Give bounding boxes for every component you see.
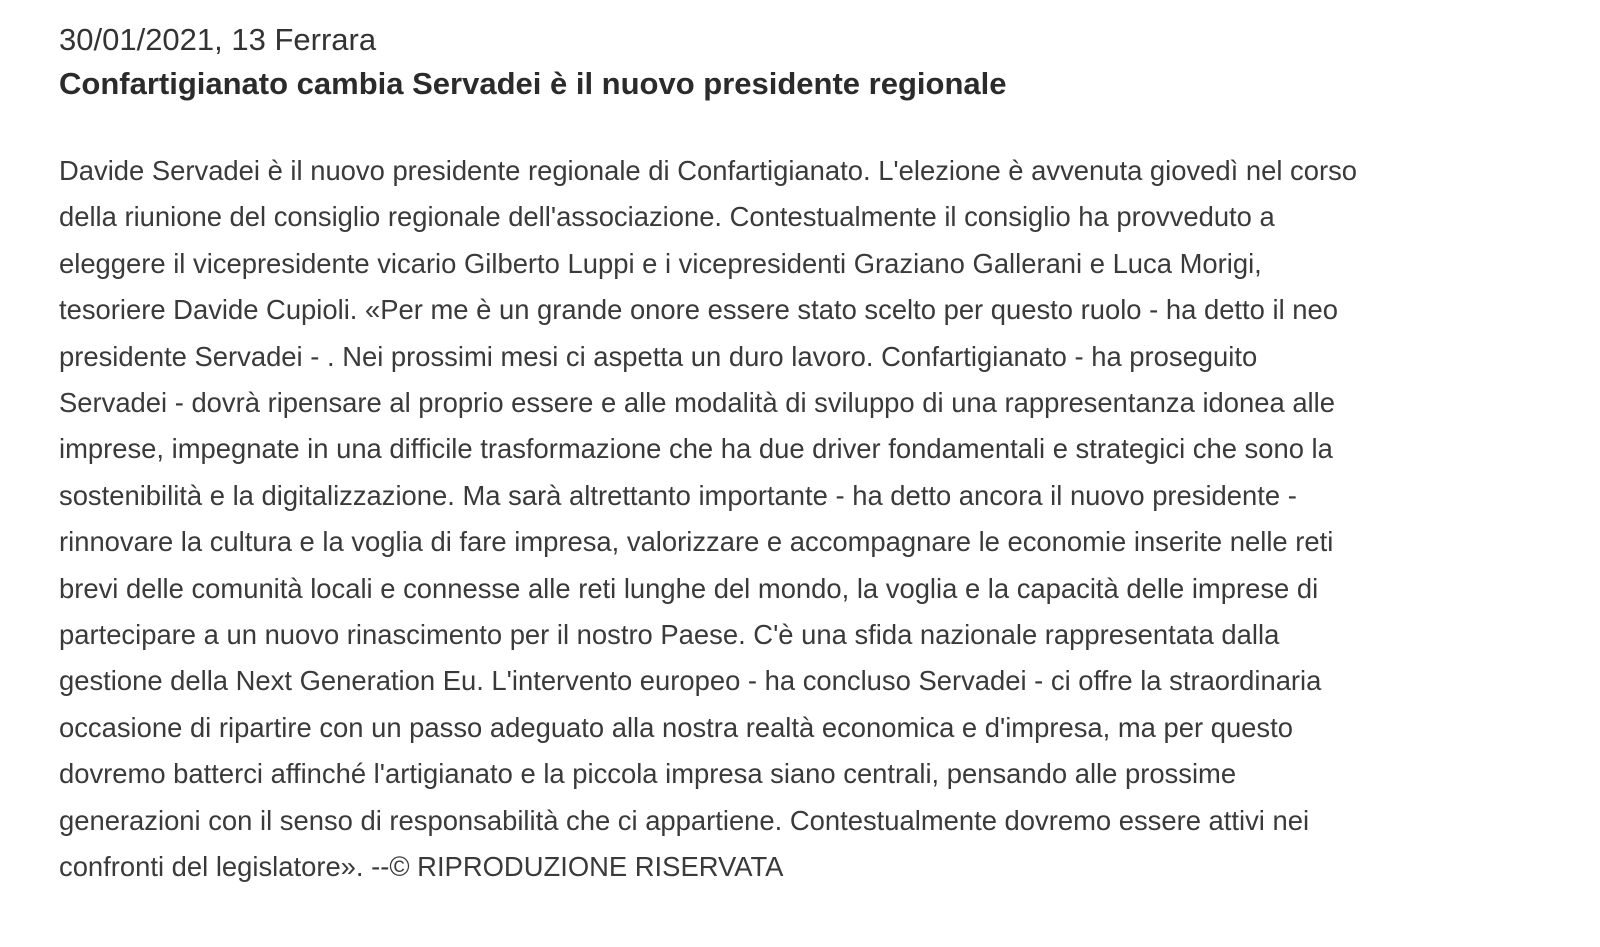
article-headline: Confartigianato cambia Servadei è il nuovo presidente regionale	[59, 66, 1007, 101]
body-line: partecipare a un nuovo rinascimento per il nostro Paese. C'è una sfida nazionale rappresentata dalla	[59, 619, 1280, 651]
article-body	[59, 148, 1529, 891]
body-line: eleggere il vicepresidente vicario Gilberto Luppi e i vicepresidenti Graziano Gallerani e Luca Morigi,	[59, 247, 1262, 279]
body-line: occasione di ripartire con un passo adeguato alla nostra realtà economica e d'impresa, ma per questo	[59, 711, 1293, 743]
body-line: generazioni con il senso di responsabilità che ci appartiene. Contestualmente dovremo essere attivi nei	[59, 804, 1310, 836]
article	[59, 20, 1529, 891]
body-line: presidente Servadei - . Nei prossimi mesi ci aspetta un duro lavoro. Confartigianato - ha proseguito	[59, 340, 1258, 372]
body-line: confronti del legislatore». --© RIPRODUZIONE RISERVATA	[59, 851, 784, 883]
body-line: Davide Servadei è il nuovo presidente regionale di Confartigianato. L'elezione è avvenuta giovedì nel corso	[59, 155, 1357, 186]
body-line: gestione della Next Generation Eu. L'intervento europeo - ha concluso Servadei - ci offre la straordinaria	[59, 665, 1322, 697]
body-line: dovremo batterci affinché l'artigianato e la piccola impresa siano centrali, pensando alle prossime	[59, 758, 1237, 790]
body-line: brevi delle comunità locali e connesse alle reti lunghe del mondo, la voglia e la capacità delle imprese di	[59, 572, 1319, 604]
body-line: rinnovare la cultura e la voglia di fare impresa, valorizzare e accompagnare le economie inserite nelle reti	[59, 526, 1334, 558]
body-line: tesoriere Davide Cupioli. «Per me è un grande onore essere stato scelto per questo ruolo - ha detto il neo	[59, 294, 1338, 326]
body-line: Servadei - dovrà ripensare al proprio essere e alle modalità di sviluppo di una rappresentanza idonea alle	[59, 387, 1335, 419]
body-line: sostenibilità e la digitalizzazione. Ma sarà altrettanto importante - ha detto ancora il nuovo presidente -	[59, 479, 1297, 511]
body-line: della riunione del consiglio regionale dell'associazione. Contestualmente il consiglio ha provveduto a	[59, 201, 1275, 233]
body-line: imprese, impegnate in una difficile trasformazione che ha due driver fondamentali e strategici che sono la	[59, 433, 1333, 465]
article-dateline: 30/01/2021, 13 Ferrara	[59, 22, 377, 57]
